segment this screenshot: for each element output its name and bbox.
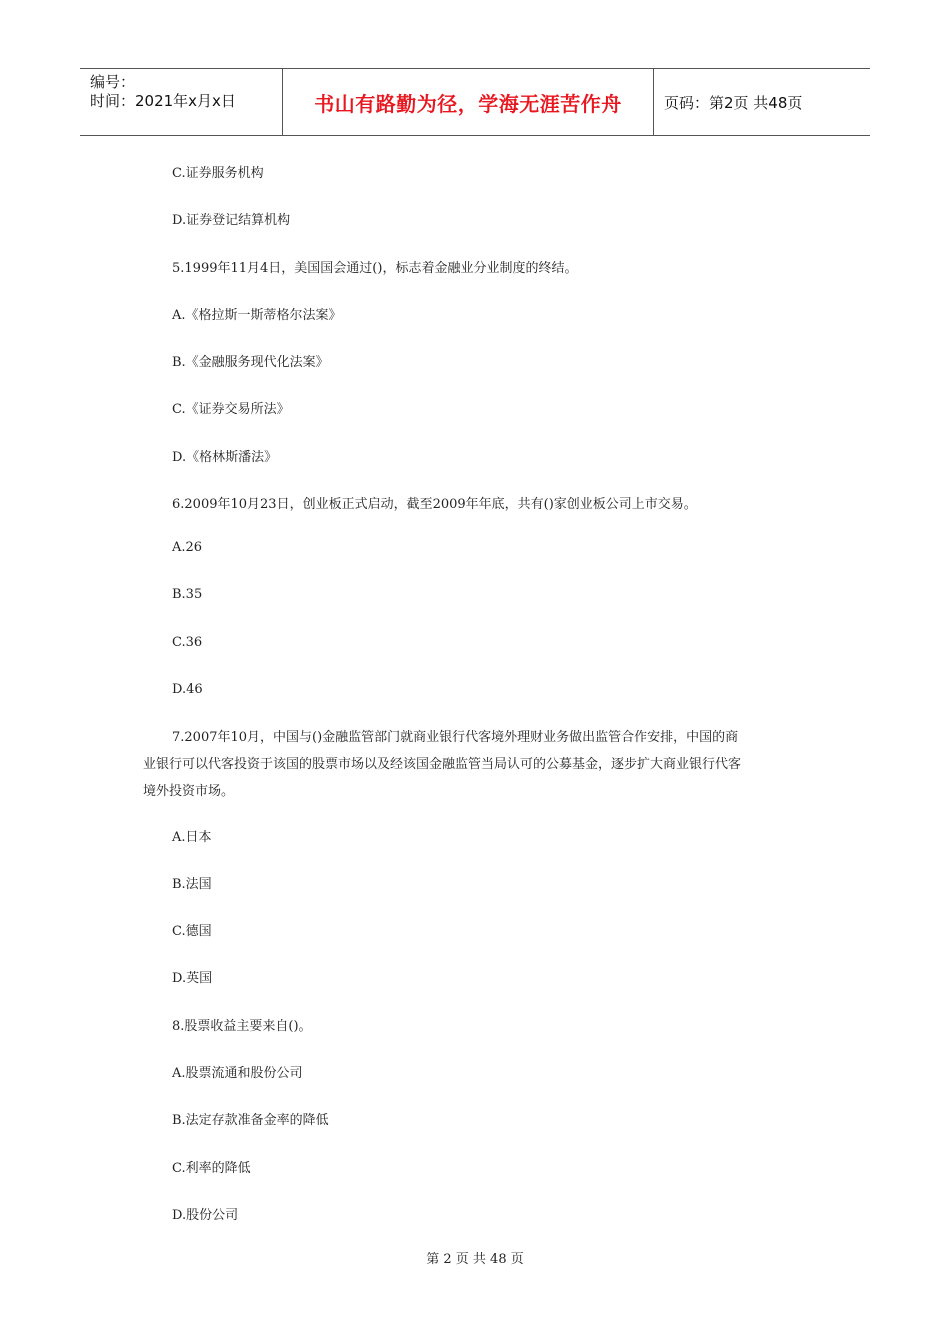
header-motto: 书山有路勤为径，学海无涯苦作舟 xyxy=(314,91,622,116)
option-d: D.《格林斯潘法》 xyxy=(172,450,278,465)
option-a: A.股票流通和股份公司 xyxy=(172,1066,303,1081)
option-c: C.德国 xyxy=(172,924,212,939)
question-8: 8.股票收益主要来自()。 xyxy=(172,1019,312,1034)
option-c: C.利率的降低 xyxy=(172,1161,251,1176)
option-c: C.《证券交易所法》 xyxy=(172,402,290,417)
option-d: D.股份公司 xyxy=(172,1208,239,1223)
option-a: A.《格拉斯一斯蒂格尔法案》 xyxy=(172,308,342,323)
document-number-label: 编号： xyxy=(90,73,136,91)
option-c: C.证券服务机构 xyxy=(172,166,264,181)
question-7 xyxy=(143,724,812,805)
question-7-line-3: 境外投资市场。 xyxy=(143,784,235,799)
question-7-line-2: 业银行可以代客投资于该国的股票市场以及经该国金融监管当局认可的公募基金，逐步扩大商业银行代客 xyxy=(143,757,742,772)
option-d: D.证券登记结算机构 xyxy=(172,213,291,228)
option-a: A.日本 xyxy=(172,830,212,845)
question-5: 5.1999年11月4日，美国国会通过()，标志着金融业分业制度的终结。 xyxy=(172,261,578,276)
option-a: A.26 xyxy=(172,540,203,555)
option-c: C.36 xyxy=(172,635,203,650)
option-d: D.英国 xyxy=(172,971,213,986)
header-page-info-cell xyxy=(654,69,870,135)
page-footer: 第 2 页 共 48 页 xyxy=(426,1252,524,1267)
option-b: B.法定存款准备金率的降低 xyxy=(172,1113,329,1128)
option-b: B.《金融服务现代化法案》 xyxy=(172,355,329,370)
question-7-line-1: 7.2007年10月，中国与()金融监管部门就商业银行代客境外理财业务做出监管合作安排，中国的商 xyxy=(172,730,739,745)
question-6: 6.2009年10月23日，创业板正式启动，截至2009年年底，共有()家创业板公司上市交易。 xyxy=(172,497,697,512)
header-meta xyxy=(80,69,282,135)
header-motto-cell xyxy=(282,69,654,135)
option-d: D.46 xyxy=(172,682,203,697)
option-b: B.法国 xyxy=(172,877,212,892)
document-time-label: 时间：2021年x月x日 xyxy=(90,92,236,110)
header-page-info: 页码：第2页 共48页 xyxy=(664,93,803,112)
page-header xyxy=(80,68,870,136)
option-b: B.35 xyxy=(172,587,203,602)
